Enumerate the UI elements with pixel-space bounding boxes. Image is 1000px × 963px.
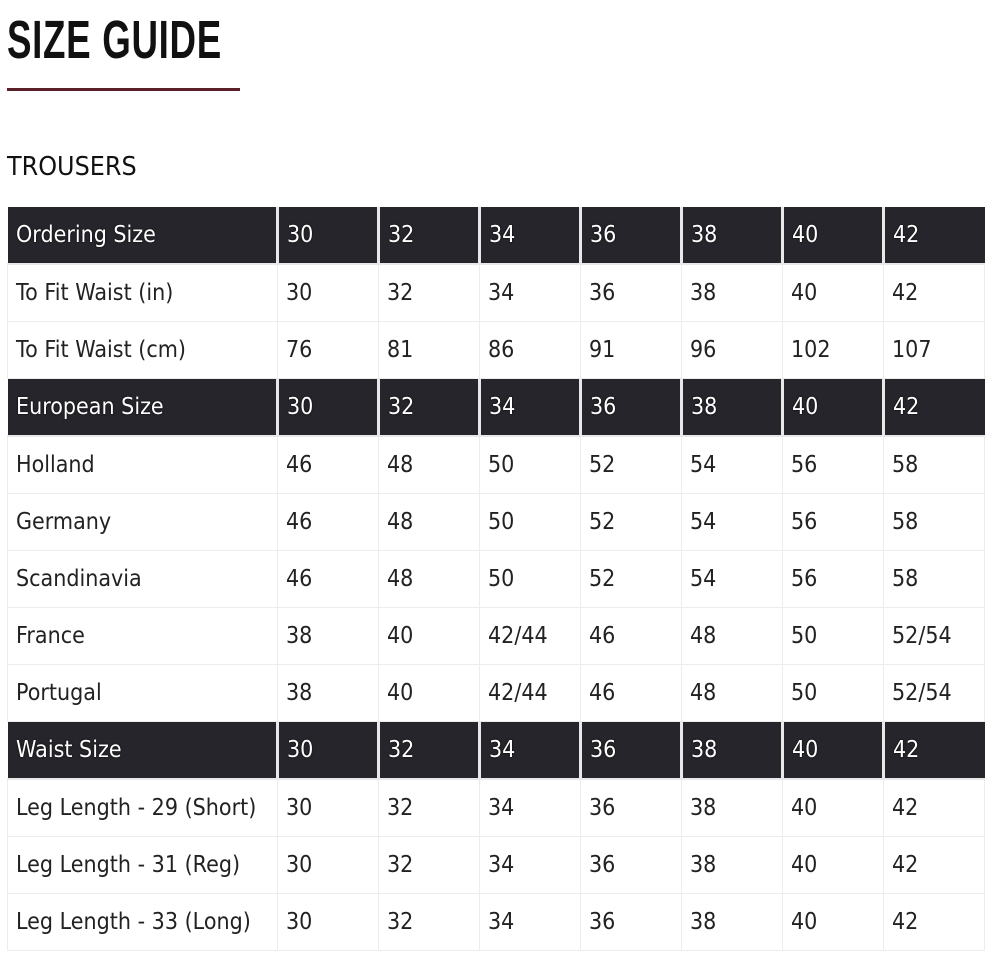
cell-text: 52	[589, 566, 616, 592]
row-label-cell	[8, 894, 278, 951]
cell-text: 54	[690, 566, 717, 592]
cell-text: 48	[690, 623, 717, 649]
cell-text: Ordering Size	[15, 222, 156, 248]
size-cell	[278, 608, 379, 665]
cell-text: Scandinavia	[16, 566, 142, 592]
size-cell	[884, 436, 985, 494]
size-cell	[278, 436, 379, 494]
size-cell	[379, 722, 480, 780]
size-cell	[783, 322, 884, 379]
cell-text: 36	[590, 394, 617, 420]
cell-text: 42	[893, 394, 920, 420]
cell-text: 76	[286, 337, 313, 363]
title-underline	[7, 88, 240, 91]
size-cell	[682, 436, 783, 494]
row-label-cell	[8, 722, 278, 780]
size-cell	[480, 665, 581, 722]
cell-text: To Fit Waist (in)	[16, 280, 174, 306]
size-cell	[884, 779, 985, 837]
cell-text: To Fit Waist (cm)	[16, 337, 186, 363]
size-cell	[278, 322, 379, 379]
cell-text: 50	[488, 452, 515, 478]
size-cell	[783, 379, 884, 437]
size-cell	[379, 379, 480, 437]
size-cell	[884, 837, 985, 894]
cell-text: 40	[792, 222, 819, 248]
cell-text: 52/54	[892, 623, 952, 649]
table-header-row	[8, 722, 985, 780]
cell-text: 107	[892, 337, 932, 363]
table-row	[8, 608, 985, 665]
cell-text: 38	[690, 795, 717, 821]
size-cell	[379, 779, 480, 837]
cell-text: 38	[690, 909, 717, 935]
cell-text: 34	[488, 852, 515, 878]
size-cell	[581, 436, 682, 494]
cell-text: 38	[286, 623, 313, 649]
cell-text: 42/44	[488, 680, 548, 706]
cell-text: 34	[488, 795, 515, 821]
size-cell	[278, 837, 379, 894]
cell-text: 91	[589, 337, 616, 363]
size-cell	[480, 207, 581, 264]
cell-text: 52/54	[892, 680, 952, 706]
size-cell	[480, 551, 581, 608]
size-cell	[480, 379, 581, 437]
size-table	[7, 207, 985, 951]
cell-text: European Size	[15, 394, 164, 420]
size-cell	[581, 779, 682, 837]
cell-text: 40	[791, 852, 818, 878]
cell-text: 42	[892, 795, 919, 821]
row-label-cell	[8, 379, 278, 437]
size-cell	[480, 494, 581, 551]
size-cell	[581, 837, 682, 894]
size-cell	[581, 608, 682, 665]
size-cell	[884, 551, 985, 608]
table-row	[8, 551, 985, 608]
size-cell	[480, 722, 581, 780]
cell-text: 48	[387, 566, 414, 592]
cell-text: 50	[488, 509, 515, 535]
cell-text: 46	[286, 509, 313, 535]
cell-text: 30	[287, 394, 314, 420]
cell-text: 42	[893, 222, 920, 248]
cell-text: Germany	[16, 509, 112, 535]
cell-text: 38	[691, 394, 718, 420]
cell-text: 36	[589, 795, 616, 821]
size-cell	[783, 436, 884, 494]
size-cell	[682, 379, 783, 437]
size-cell	[379, 322, 480, 379]
size-cell	[884, 379, 985, 437]
cell-text: 34	[489, 222, 516, 248]
cell-text: 40	[792, 737, 819, 763]
size-cell	[682, 837, 783, 894]
cell-text: 81	[387, 337, 414, 363]
size-cell	[884, 722, 985, 780]
cell-text: 32	[387, 909, 414, 935]
cell-text: 36	[590, 222, 617, 248]
cell-text: 32	[387, 795, 414, 821]
size-cell	[682, 665, 783, 722]
cell-text: 46	[589, 680, 616, 706]
size-cell	[379, 837, 480, 894]
size-cell	[278, 665, 379, 722]
table-row	[8, 894, 985, 951]
cell-text: 30	[286, 795, 313, 821]
size-cell	[581, 665, 682, 722]
size-cell	[379, 551, 480, 608]
cell-text: 34	[488, 280, 515, 306]
size-cell	[581, 264, 682, 322]
size-cell	[884, 894, 985, 951]
size-cell	[884, 207, 985, 264]
size-cell	[278, 207, 379, 264]
cell-text: 40	[791, 280, 818, 306]
size-cell	[682, 494, 783, 551]
size-cell	[581, 722, 682, 780]
cell-text: Waist Size	[15, 737, 122, 763]
cell-text: 32	[388, 222, 415, 248]
cell-text: 32	[387, 852, 414, 878]
cell-text: 32	[387, 280, 414, 306]
size-cell	[783, 779, 884, 837]
cell-text: 34	[489, 737, 516, 763]
cell-text: 42	[892, 280, 919, 306]
size-cell	[480, 779, 581, 837]
size-cell	[783, 551, 884, 608]
size-cell	[884, 264, 985, 322]
cell-text: 40	[792, 394, 819, 420]
size-cell	[682, 551, 783, 608]
row-label-cell	[8, 322, 278, 379]
size-cell	[379, 494, 480, 551]
cell-text: 42	[893, 737, 920, 763]
cell-text: 50	[488, 566, 515, 592]
size-cell	[480, 837, 581, 894]
table-row	[8, 436, 985, 494]
cell-text: 46	[286, 452, 313, 478]
size-cell	[379, 665, 480, 722]
size-cell	[379, 894, 480, 951]
size-cell	[278, 379, 379, 437]
cell-text: 42/44	[488, 623, 548, 649]
cell-text: 38	[691, 222, 718, 248]
cell-text: 48	[690, 680, 717, 706]
size-cell	[379, 207, 480, 264]
size-cell	[581, 551, 682, 608]
cell-text: 40	[791, 909, 818, 935]
cell-text: 50	[791, 623, 818, 649]
size-cell	[278, 722, 379, 780]
table-header-row	[8, 207, 985, 264]
size-cell	[480, 436, 581, 494]
cell-text: 54	[690, 452, 717, 478]
cell-text: 30	[286, 909, 313, 935]
cell-text: 32	[388, 737, 415, 763]
row-label-cell	[8, 494, 278, 551]
size-cell	[278, 894, 379, 951]
size-cell	[682, 779, 783, 837]
size-cell	[480, 264, 581, 322]
size-cell	[682, 207, 783, 264]
size-cell	[682, 322, 783, 379]
cell-text: France	[16, 623, 85, 649]
size-cell	[379, 608, 480, 665]
cell-text: 38	[286, 680, 313, 706]
size-cell	[278, 494, 379, 551]
size-cell	[682, 894, 783, 951]
row-label-cell	[8, 551, 278, 608]
cell-text: 30	[287, 737, 314, 763]
table-row	[8, 264, 985, 322]
size-cell	[581, 379, 682, 437]
cell-text: Leg Length - 31 (Reg)	[16, 852, 241, 878]
cell-text: 38	[691, 737, 718, 763]
size-cell	[682, 722, 783, 780]
row-label-cell	[8, 264, 278, 322]
size-cell	[783, 264, 884, 322]
cell-text: 56	[791, 566, 818, 592]
size-cell	[278, 551, 379, 608]
size-cell	[278, 779, 379, 837]
cell-text: 86	[488, 337, 515, 363]
cell-text: 58	[892, 566, 919, 592]
cell-text: 40	[387, 680, 414, 706]
size-cell	[581, 894, 682, 951]
table-header-row	[8, 379, 985, 437]
row-label-cell	[8, 207, 278, 264]
section-heading: TROUSERS	[7, 152, 137, 182]
size-cell	[783, 608, 884, 665]
row-label-cell	[8, 436, 278, 494]
cell-text: 36	[590, 737, 617, 763]
size-cell	[581, 322, 682, 379]
cell-text: 38	[690, 280, 717, 306]
size-cell	[783, 894, 884, 951]
cell-text: Leg Length - 33 (Long)	[16, 909, 251, 935]
cell-text: 36	[589, 909, 616, 935]
size-cell	[884, 608, 985, 665]
cell-text: 34	[488, 909, 515, 935]
cell-text: 32	[388, 394, 415, 420]
cell-text: 40	[791, 795, 818, 821]
cell-text: 30	[287, 222, 314, 248]
cell-text: 40	[387, 623, 414, 649]
size-cell	[783, 722, 884, 780]
cell-text: 36	[589, 280, 616, 306]
cell-text: 96	[690, 337, 717, 363]
size-cell	[682, 264, 783, 322]
size-cell	[682, 608, 783, 665]
size-cell	[884, 322, 985, 379]
size-cell	[884, 665, 985, 722]
size-cell	[581, 207, 682, 264]
cell-text: 48	[387, 452, 414, 478]
cell-text: 52	[589, 509, 616, 535]
cell-text: 34	[489, 394, 516, 420]
row-label-cell	[8, 779, 278, 837]
cell-text: 38	[690, 852, 717, 878]
table-row	[8, 494, 985, 551]
size-cell	[278, 264, 379, 322]
size-cell	[783, 207, 884, 264]
size-cell	[379, 436, 480, 494]
table-row	[8, 779, 985, 837]
cell-text: 102	[791, 337, 831, 363]
table-row	[8, 665, 985, 722]
cell-text: Portugal	[16, 680, 102, 706]
cell-text: 42	[892, 909, 919, 935]
cell-text: 48	[387, 509, 414, 535]
table-row	[8, 322, 985, 379]
table-row	[8, 837, 985, 894]
size-cell	[480, 608, 581, 665]
size-cell	[480, 322, 581, 379]
cell-text: 46	[589, 623, 616, 649]
row-label-cell	[8, 837, 278, 894]
cell-text: 42	[892, 852, 919, 878]
cell-text: Leg Length - 29 (Short)	[16, 795, 257, 821]
size-cell	[480, 894, 581, 951]
size-cell	[783, 665, 884, 722]
cell-text: 56	[791, 452, 818, 478]
row-label-cell	[8, 665, 278, 722]
cell-text: 36	[589, 852, 616, 878]
cell-text: 30	[286, 852, 313, 878]
cell-text: 58	[892, 509, 919, 535]
cell-text: 50	[791, 680, 818, 706]
page-title: SIZE GUIDE	[7, 10, 222, 70]
row-label-cell	[8, 608, 278, 665]
size-cell	[783, 494, 884, 551]
cell-text: 52	[589, 452, 616, 478]
cell-text: 30	[286, 280, 313, 306]
cell-text: 46	[286, 566, 313, 592]
cell-text: 56	[791, 509, 818, 535]
size-cell	[884, 494, 985, 551]
size-cell	[581, 494, 682, 551]
cell-text: Holland	[16, 452, 95, 478]
size-cell	[379, 264, 480, 322]
size-cell	[783, 837, 884, 894]
cell-text: 58	[892, 452, 919, 478]
cell-text: 54	[690, 509, 717, 535]
